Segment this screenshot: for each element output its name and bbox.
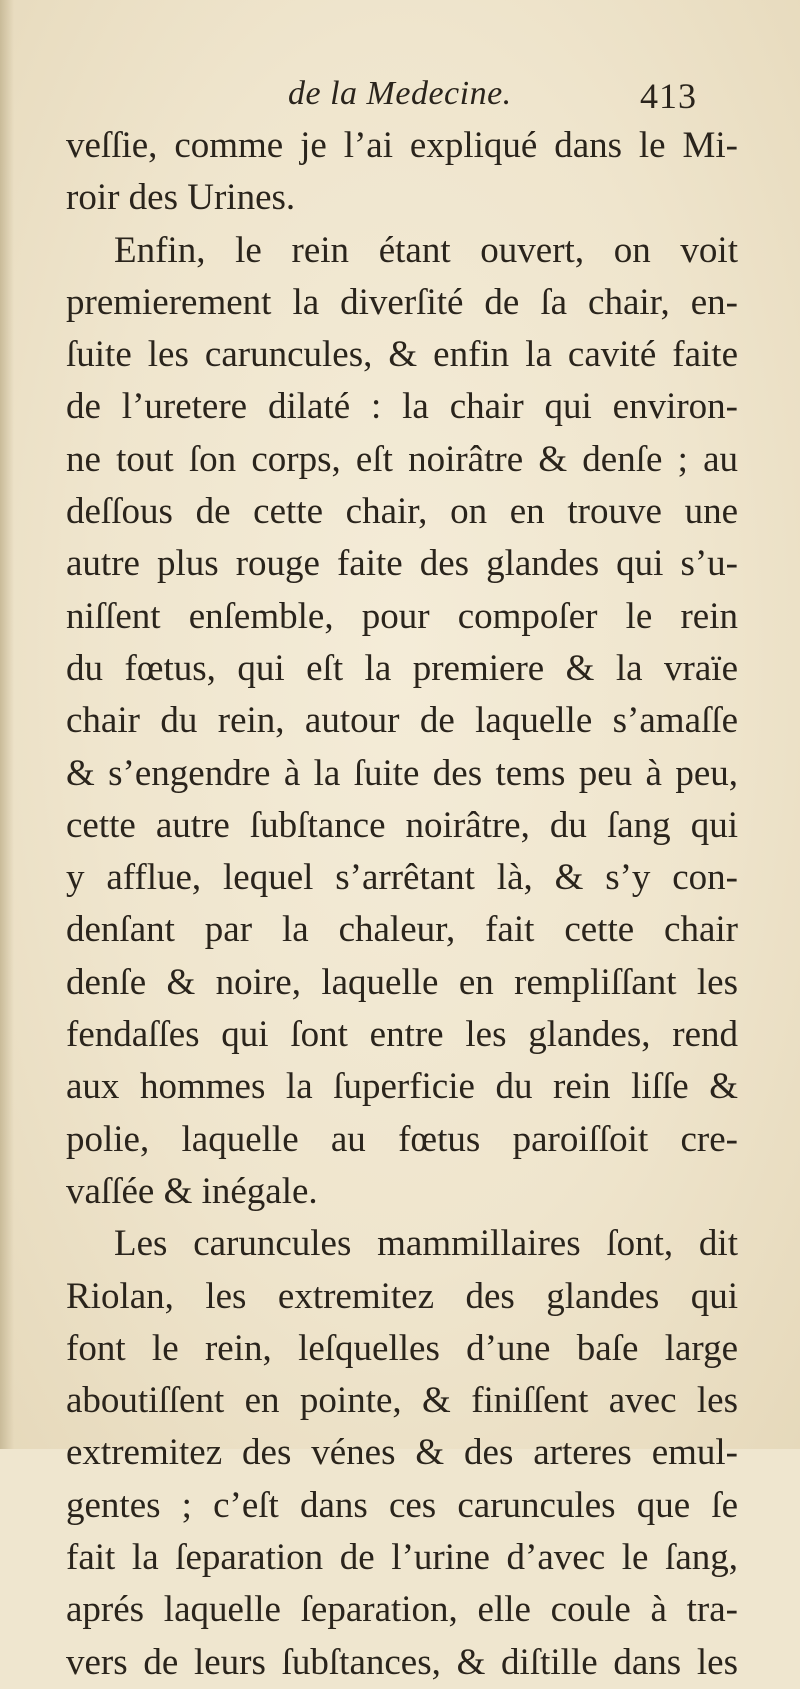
text-line: ſuite les caruncules, & enfin la cavité faite	[66, 334, 738, 376]
text-line: y afflue, lequel s’arrêtant là, & s’y con-	[66, 857, 738, 899]
text-line: aboutiſſent en pointe, & finiſſent avec les	[66, 1380, 738, 1422]
page-gutter-shadow	[0, 0, 14, 1449]
page-header	[0, 72, 800, 120]
paragraph-start-line: Les caruncules mammillaires ſont, dit	[114, 1223, 738, 1265]
text-line: ne tout ſon corps, eſt noirâtre & denſe ; au	[66, 438, 738, 480]
page-number: 413	[640, 76, 697, 116]
text-line: fait la ſeparation de l’urine d’avec le ſang,	[66, 1537, 738, 1579]
text-line: aprés laquelle ſeparation, elle coule à tra-	[66, 1589, 738, 1631]
text-line: de l’uretere dilaté : la chair qui environ-	[66, 386, 738, 428]
body-text	[66, 120, 738, 1689]
text-line: denſe & noire, laquelle en rempliſſant les	[66, 961, 738, 1003]
text-line: vers de leurs ſubſtances, & diſtille dans les	[66, 1641, 738, 1683]
text-line: du fœtus, qui eſt la premiere & la vraïe	[66, 647, 738, 689]
text-line: Riolan, les extremitez des glandes qui	[66, 1275, 738, 1317]
text-line: aux hommes la ſuperficie du rein liſſe &	[66, 1066, 738, 1108]
text-line: deſſous de cette chair, on en trouve une	[66, 491, 738, 533]
text-line: roir des Urines.	[66, 177, 296, 219]
text-line: denſant par la chaleur, fait cette chair	[66, 909, 738, 951]
text-line: premierement la diverſité de ſa chair, en-	[66, 281, 738, 323]
text-line: polie, laquelle au fœtus paroiſſoit cre-	[66, 1118, 738, 1160]
text-line: veſſie, comme je l’ai expliqué dans le Mi-	[66, 125, 738, 166]
text-line: extremitez des vénes & des arteres emul-	[66, 1432, 738, 1474]
text-line: cette autre ſubſtance noirâtre, du ſang qui	[66, 804, 738, 846]
text-line: vaſſée & inégale.	[66, 1170, 318, 1212]
text-line: fendaſſes qui ſont entre les glandes, rend	[66, 1014, 738, 1056]
text-line: gentes ; c’eſt dans ces caruncules que ſe	[66, 1484, 738, 1526]
text-line: & s’engendre à la ſuite des tems peu à peu,	[66, 752, 738, 794]
running-title: de la Medecine.	[288, 75, 512, 112]
text-line: chair du rein, autour de laquelle s’amaſſe	[66, 700, 738, 742]
text-line: autre plus rouge faite des glandes qui s’u-	[66, 543, 738, 585]
paragraph-start-line: Enfin, le rein étant ouvert, on voit	[114, 229, 738, 271]
text-line: font le rein, leſquelles d’une baſe large	[66, 1327, 738, 1369]
text-line: niſſent enſemble, pour compoſer le rein	[66, 595, 738, 637]
